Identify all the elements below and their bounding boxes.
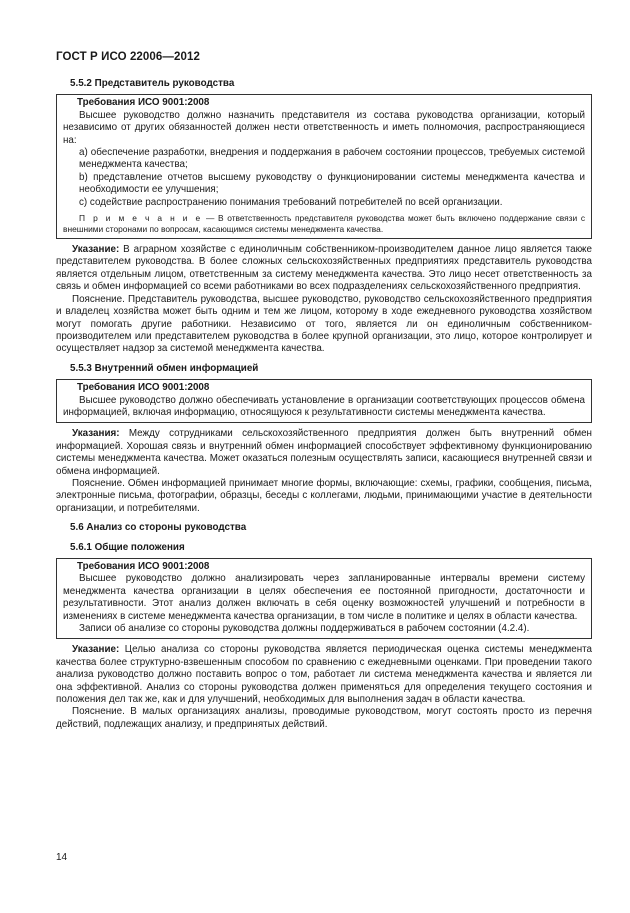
explanation-paragraph: Пояснение. В малых организациях анализы, проводимые руководством, могут состоять просто из перечня действий, подлежащих анализу, и предпринятых действий. bbox=[56, 706, 592, 730]
note-text: — В ответственность представителя руководства может быть включено поддержание связи с внешними сторонами по вопросам, касающимся системы менеджмента качества. bbox=[63, 213, 586, 235]
requirements-box-title: Требования ИСО 9001:2008 bbox=[77, 97, 210, 109]
section-title-5-5-3: 5.5.3 Внутренний обмен информацией bbox=[70, 362, 259, 374]
requirements-note bbox=[63, 213, 585, 235]
requirements-box-title: Требования ИСО 9001:2008 bbox=[77, 561, 210, 572]
guidance-text: Целью анализа со стороны руководства является периодическая оценка системы менеджмента качества более структурно-взвешенным способом по сравнению с ежедневными оценками. При проведении такого анализа руководство должно поставить вопрос о том, работает ли система менеджмента качества и является ли она эффективной. Анализ со стороны руководства должен применяться для определения текущего состояния и положения дел так же, как и для улучшений, необходимых для выполнения задач в области качества. bbox=[56, 644, 592, 706]
requirements-text: Высшее руководство должно обеспечивать установление в организации соответствующих процессов обмена информацией, включая информацию, относящуюся к результативности системы менеджмента качества. bbox=[63, 394, 585, 418]
guidance-text: Между сотрудниками сельскохозяйственного предприятия должен быть внутренний обмен информацией. Хорошая связь и внутренний обмен информацией способствует эффективному функционированию системы менеджмента качества. Может оказаться полезным осуществлять записи, касающиеся внутренней связи и обмена информацией. bbox=[56, 428, 592, 477]
guidance-label: Указание: bbox=[72, 644, 120, 656]
guidance-paragraph bbox=[56, 428, 592, 478]
guidance-paragraph bbox=[56, 244, 592, 294]
requirements-box-5-5-2 bbox=[56, 94, 592, 239]
requirements-item-a: а) обеспечение разработки, внедрения и поддержания в рабочем состоянии процессов, требуемых системой менеджмента качества; bbox=[79, 147, 585, 171]
requirements-box-title: Требования ИСО 9001:2008 bbox=[77, 382, 210, 394]
explanation-paragraph: Пояснение. Представитель руководства, высшее руководство, руководство сельскохозяйственного предприятия и владелец хозяйства может быть одним и тем же лицом, которому в ходе ежедневного руководства хозяйством могут помогать другие работники. Независимо от того, является ли он единоличным собственником-производителем или представителем руководства в более крупной организации, это лицо, которое контролирует и осуществляет надзор за системой менеджмента качества. bbox=[56, 293, 592, 355]
page-number: 14 bbox=[56, 852, 68, 863]
requirements-box-5-5-3 bbox=[56, 379, 592, 423]
section-title-5-6: 5.6 Анализ со стороны руководства bbox=[70, 522, 247, 534]
requirements-intro: Высшее руководство должно назначить представителя из состава руководства организации, который независимо от других обязанностей должен нести ответственность и иметь полномочия, распространяющиеся на: bbox=[63, 109, 585, 146]
guidance-label: Указание: bbox=[72, 244, 120, 256]
requirements-item-c: с) содействие распространению понимания требований потребителей по всей организации. bbox=[79, 196, 503, 208]
requirements-box-5-6-1 bbox=[56, 558, 592, 639]
page-header: ГОСТ Р ИСО 22006—2012 bbox=[56, 51, 201, 63]
requirements-text-records: Записи об анализе со стороны руководства должны поддерживаться в рабочем состоянии (4.2.4). bbox=[79, 623, 530, 635]
guidance-label: Указания: bbox=[72, 428, 120, 440]
requirements-text: Высшее руководство должно анализировать через запланированные интервалы времени систему менеджмента качества организации в целях обеспечения ее постоянной пригодности, достаточности и результативности. Этот анализ должен включать в себя оценку возможностей улучшений и потребности в изменениях в системе менеджмента качества организации, в том числе в политике и целях в области качества. bbox=[63, 573, 585, 622]
requirements-item-b: b) представление отчетов высшему руководству о функционировании системы менеджмента качества и необходимости ее улучшения; bbox=[79, 171, 585, 196]
explanation-paragraph: Пояснение. Обмен информацией принимает многие формы, включающие: схемы, графики, сообщения, письма, электронные письма, фотографии, образцы, беседы с коллегами, людьми, принимающими участие в деятельности организации, и потребителями. bbox=[56, 477, 592, 514]
note-label: П р и м е ч а н и е bbox=[79, 213, 203, 224]
section-title-5-6-1: 5.6.1 Общие положения bbox=[70, 541, 185, 553]
section-title-5-5-2: 5.5.2 Представитель руководства bbox=[70, 78, 235, 89]
guidance-text: В аграрном хозяйстве с единоличным собственником-производителем данное лицо является также представителем руководства. В более сложных сельскохозяйственных предприятиях представитель руководства является отдельным лицом, ответственным за систему менеджмента качества. Это лицо несет ответственность за связь и обмен информацией со всеми работниками во всех подразделениях сельскохозяйственного предприятия. bbox=[56, 244, 592, 293]
page-content bbox=[56, 78, 592, 731]
guidance-paragraph bbox=[56, 644, 592, 706]
